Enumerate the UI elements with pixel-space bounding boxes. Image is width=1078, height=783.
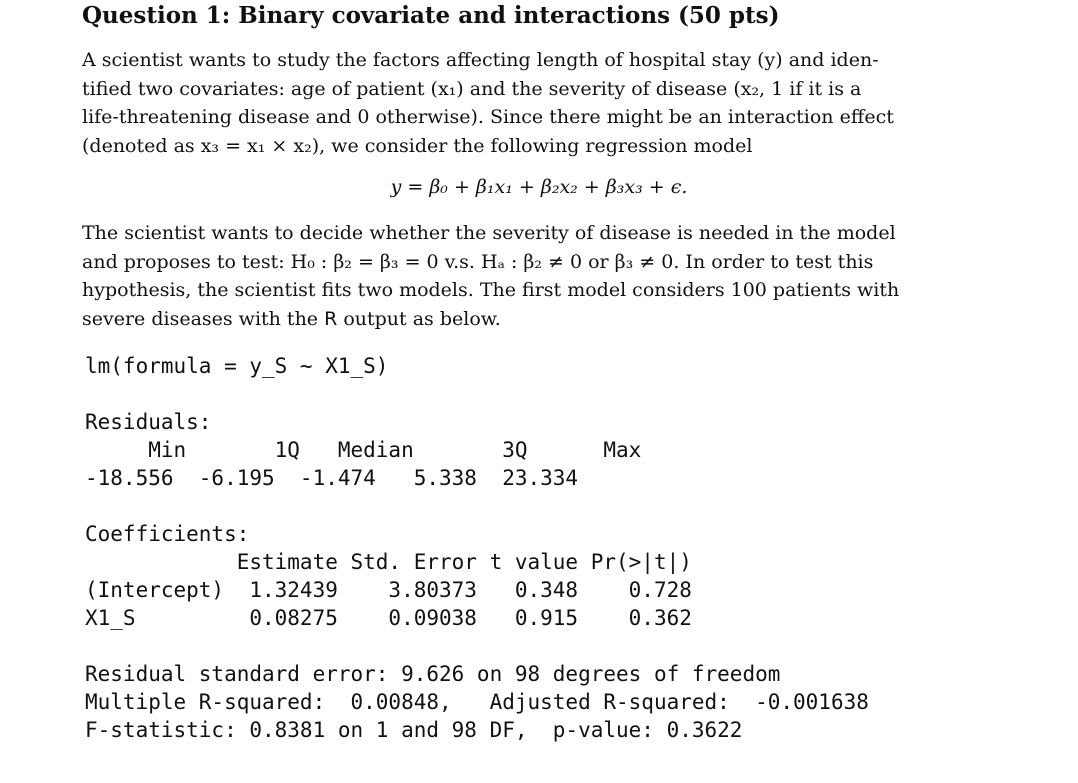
test-line-text: output as below. (337, 307, 501, 330)
residuals-header: Min 1Q Median 3Q Max (85, 438, 642, 462)
summary-line: F-statistic: 0.8381 on 1 and 98 DF, p-value: 0.3622 (85, 718, 743, 742)
test-line (82, 305, 962, 334)
test-line: and proposes to test: H₀ : β₂ = β₃ = 0 v.s. Hₐ : β₂ ≠ 0 or β₃ ≠ 0. In order to test this (82, 250, 874, 273)
question-title: Question 1: Binary covariate and interactions (50 pts) (82, 2, 780, 29)
intro-line: tified two covariates: age of patient (x₁) and the severity of disease (x₂, 1 if it is a (82, 77, 862, 100)
intro-line: A scientist wants to study the factors affecting length of hospital stay (y) and iden- (82, 49, 879, 71)
coefficients-label: Coefficients: (85, 522, 250, 546)
r-software-name: R (324, 307, 338, 330)
coefficient-row: (Intercept) 1.32439 3.80373 0.348 0.728 (85, 578, 692, 602)
test-paragraph (82, 219, 962, 333)
test-line: The scientist wants to decide whether the severity of disease is needed in the model (82, 222, 896, 244)
intro-line: life-threatening disease and 0 otherwise). Since there might be an interaction effect (82, 106, 894, 129)
test-line: hypothesis, the scientist fits two models. The first model considers 100 patients with (82, 279, 900, 302)
r-call: lm(formula = y_S ~ X1_S) (85, 354, 389, 378)
intro-paragraph (82, 46, 962, 160)
residuals-values: -18.556 -6.195 -1.474 5.338 23.334 (85, 466, 579, 490)
summary-line: Multiple R-squared: 0.00848, Adjusted R-squared: -0.001638 (85, 690, 869, 714)
regression-equation: y = β₀ + β₁x₁ + β₂x₂ + β₃x₃ + ϵ. (390, 176, 688, 198)
residuals-label: Residuals: (85, 410, 212, 434)
coefficients-header: Estimate Std. Error t value Pr(>|t|) (85, 550, 692, 574)
summary-line: Residual standard error: 9.626 on 98 degrees of freedom (85, 662, 781, 686)
coefficient-row: X1_S 0.08275 0.09038 0.915 0.362 (85, 606, 692, 630)
test-line-text: severe diseases with the (82, 307, 325, 330)
intro-line: (denoted as x₃ = x₁ × x₂), we consider the following regression model (82, 134, 753, 157)
